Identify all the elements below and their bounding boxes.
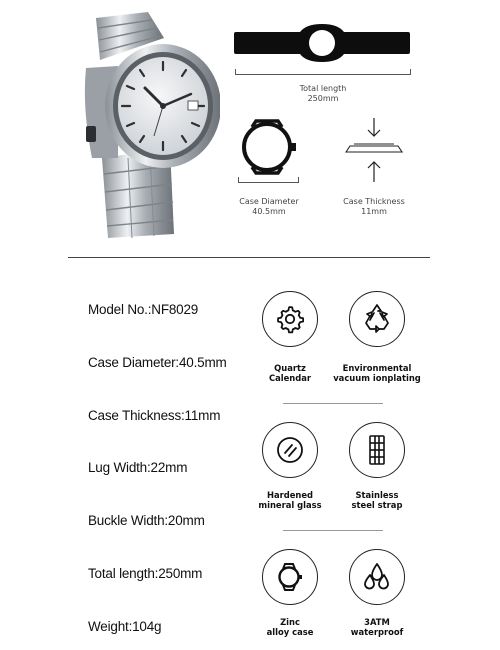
case-diameter-label: Case Diameter [239,197,299,206]
recycle-icon [361,303,393,335]
feature-steel-strap [349,422,405,478]
spec-lug-width: Lug Width:22mm [88,460,188,475]
spec-buckle-width: Buckle Width:20mm [88,513,205,528]
feature-line2: steel strap [351,500,403,510]
feature-quartz-calendar [262,291,318,347]
feature-separator [283,403,383,404]
watch-product-photo [78,8,220,238]
feature-line2: waterproof [350,627,404,637]
case-diameter-caption [224,197,314,217]
total-length-dimension-line [235,69,411,75]
spec-case-thickness: Case Thickness:11mm [88,408,221,423]
case-thickness-caption [328,197,420,217]
water-drops-icon [361,561,393,593]
case-outline [238,118,300,176]
strap-icon [362,433,392,467]
spec-case-diameter: Case Diameter:40.5mm [88,355,227,370]
feature-zinc-alloy-case [262,549,318,605]
feature-line2: alloy case [266,627,314,637]
case-icon [274,561,306,593]
feature-separator [283,530,383,531]
total-length-caption [235,84,411,104]
feature-line1: Environmental [342,363,412,373]
spec-model-number: Model No.:NF8029 [88,302,199,317]
case-thickness-label: Case Thickness [343,197,405,206]
feature-line2: Calendar [268,373,312,383]
feature-line1: Stainless [355,490,399,500]
feature-line2: mineral glass [258,500,322,510]
case-thickness-diagram [340,114,410,186]
feature-waterproof [349,549,405,605]
case-thickness-value: 11mm [361,207,387,216]
feature-vacuum-ionplating [349,291,405,347]
case-diameter-value: 40.5mm [252,207,286,216]
feature-line1: 3ATM [364,617,390,627]
total-length-label: Total length [299,84,347,93]
feature-line1: Hardened [266,490,314,500]
strap-silhouette [232,22,412,64]
section-divider [68,257,430,258]
total-length-value: 250mm [307,94,339,103]
feature-line2: vacuum ionplating [333,373,421,383]
feature-line1: Quartz [274,363,306,373]
feature-mineral-glass [262,422,318,478]
glass-icon [275,435,305,465]
spec-weight: Weight:104g [88,619,162,634]
feature-label-steel-strap [322,490,432,510]
gear-icon [275,304,305,334]
feature-label-waterproof [322,617,432,637]
feature-line1: Zinc [280,617,300,627]
spec-total-length: Total length:250mm [88,566,203,581]
feature-label-vacuum-ionplating [322,363,432,383]
case-diameter-dimension-line [238,177,299,183]
